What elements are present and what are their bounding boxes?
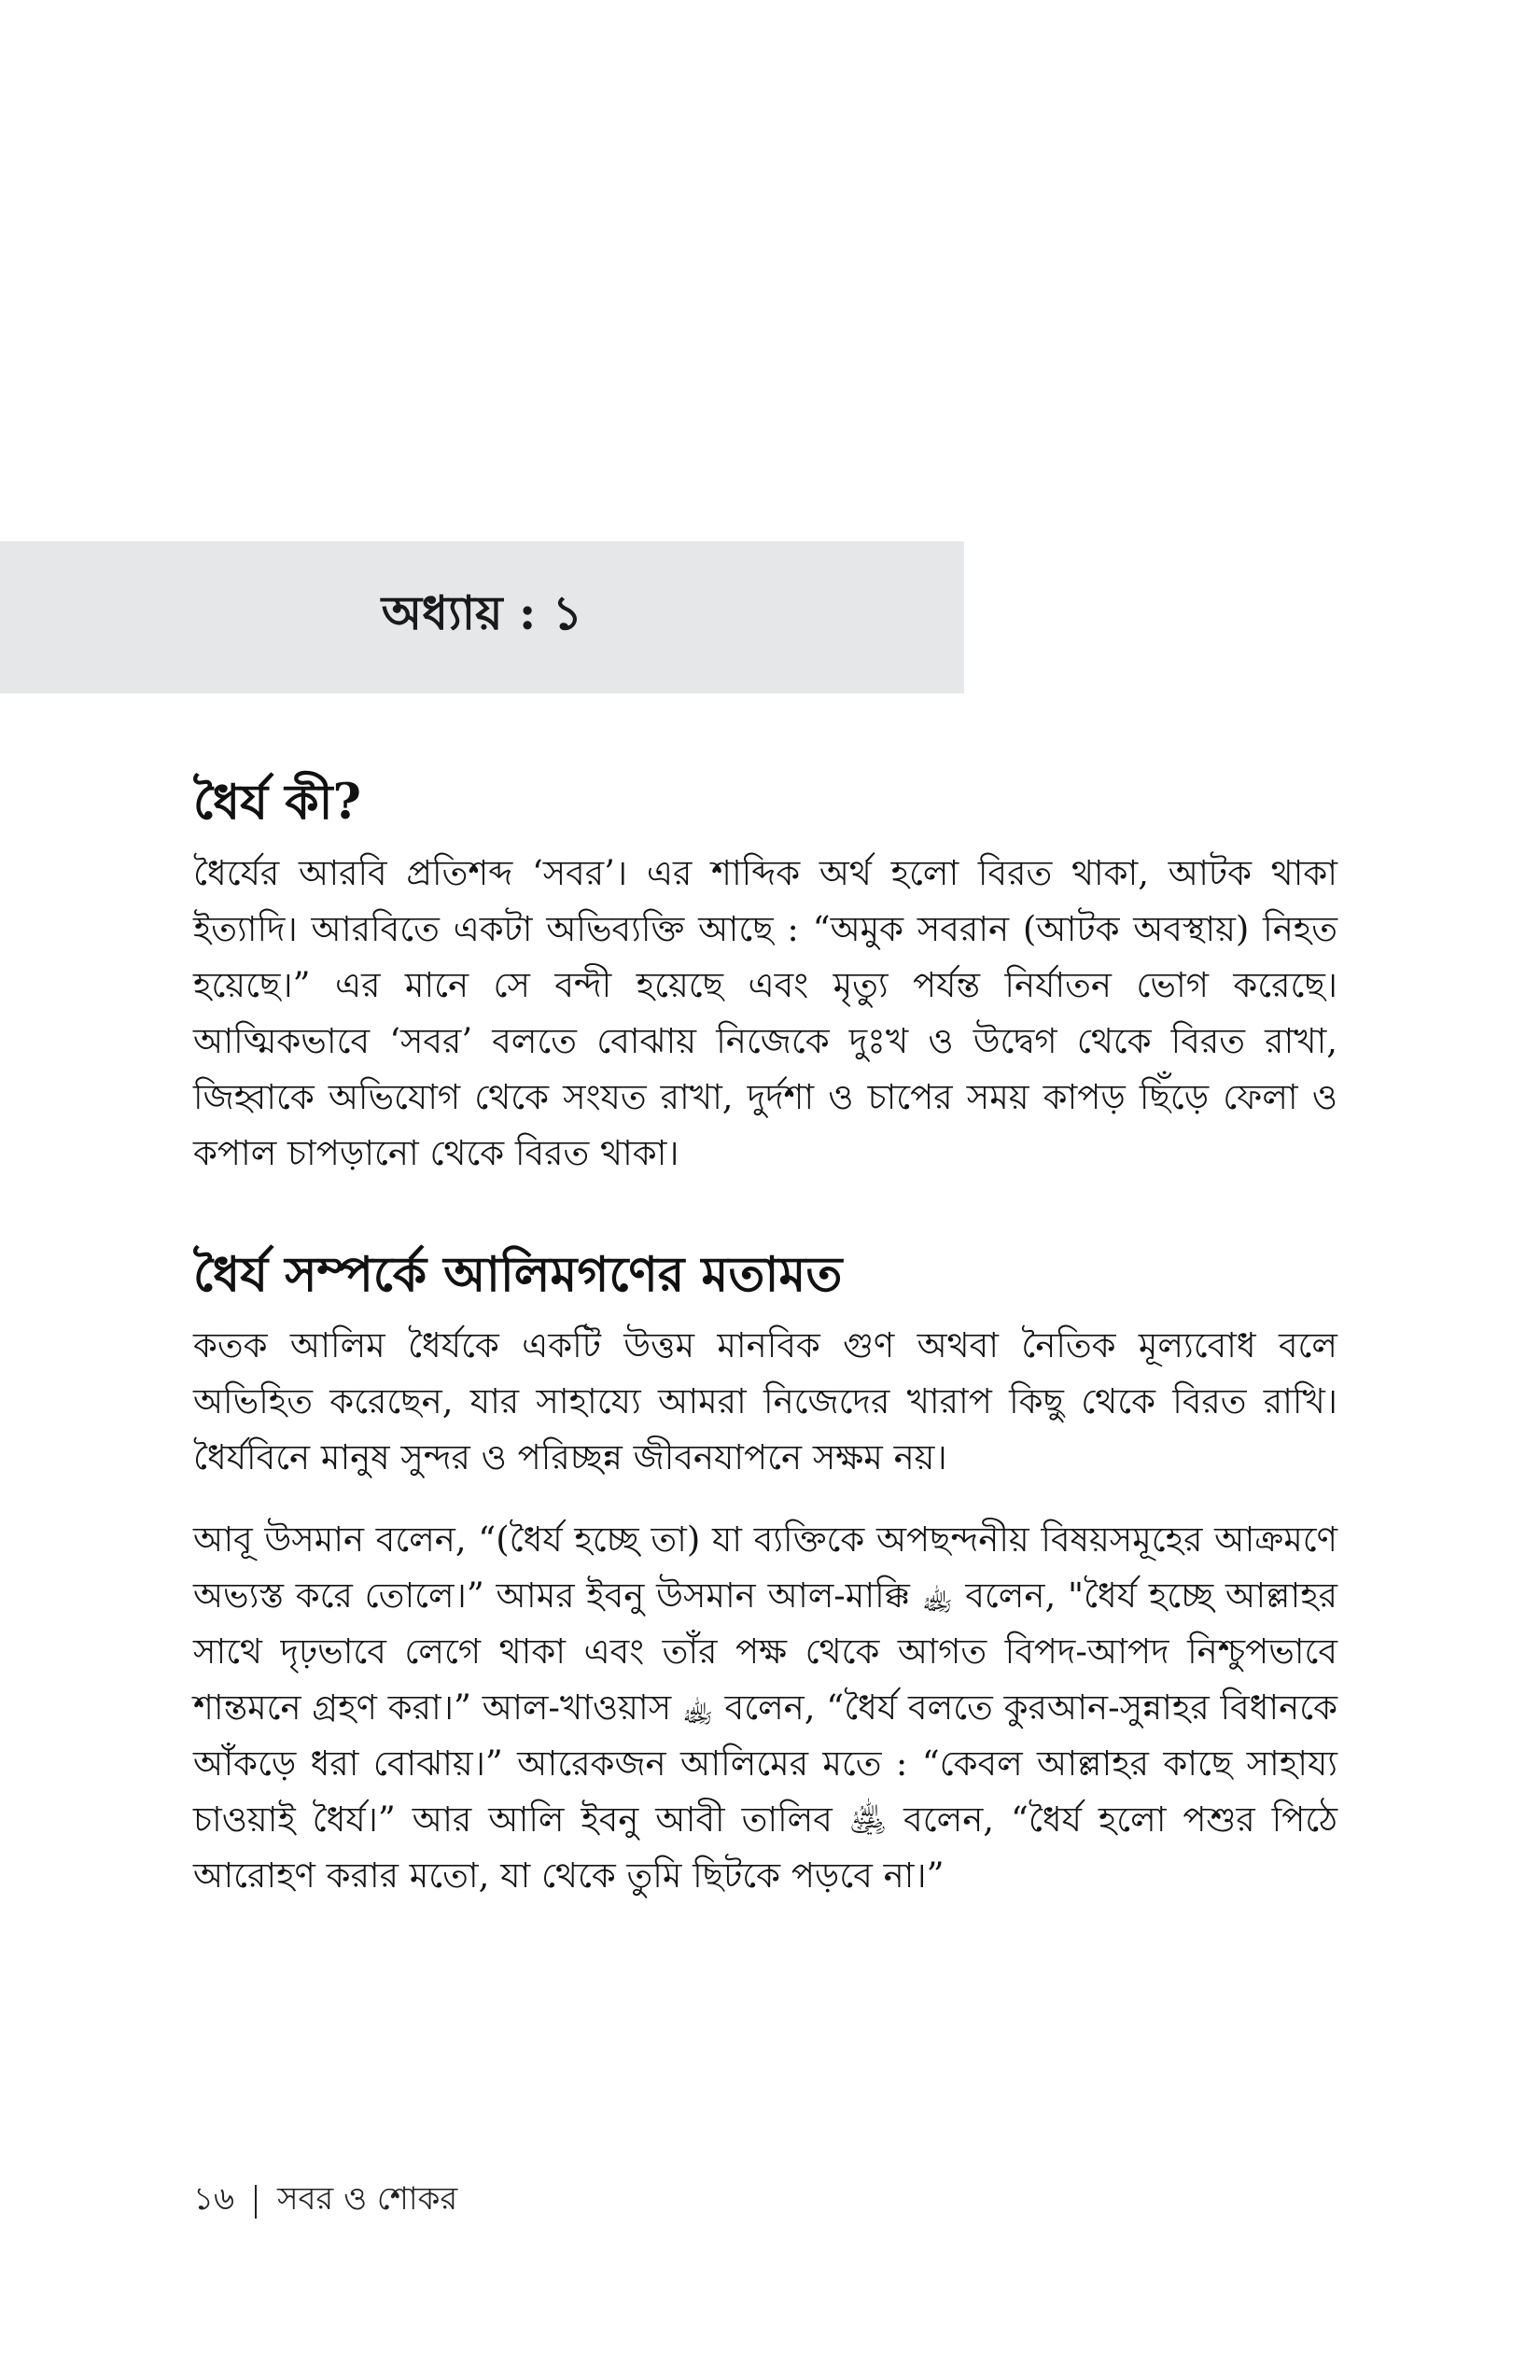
chapter-title: অধ্যায় : ১ [381, 585, 583, 640]
chapter-banner [0, 541, 964, 693]
page-footer [193, 2175, 457, 2228]
page-number: ১৬ [193, 2180, 235, 2218]
paragraph: ধৈর্যের আরবি প্রতিশব্দ ‘সবর’। এর শাব্দিক অর্থ হলো বিরত থাকা, আটক থাকা ইত্যাদি। আরবিতে একটা অভিব্যক্তি আছে : “অমুক সবরান (আটক অবস্থায়) নিহত হয়েছে।” এর মানে সে বন্দী হয়েছে এবং মৃত্যু পর্যন্ত নির্যাতন ভোগ করেছে। আত্মিকভাবে ‘সবর’ বলতে বোঝায় নিজেকে দুঃখ ও উদ্বেগ থেকে বিরত রাখা, জিহ্বাকে অভিযোগ থেকে সংযত রাখা, দুর্দশা ও চাপের সময় কাপড় ছিঁড়ে ফেলা ও কপাল চাপড়ানো থেকে বিরত থাকা। [193, 853, 1337, 1173]
footer-divider [255, 2185, 257, 2219]
paragraph: আবূ উসমান বলেন, “(ধৈর্য হচ্ছে তা) যা ব্যক্তিকে অপছন্দনীয় বিষয়সমূহের আক্রমণে অভ্যস্ত করে তোলে।” আমর ইবনু উসমান আল-মাক্কি ﵀ বলেন, "ধৈর্য হচ্ছে আল্লাহর সাথে দৃঢ়ভাবে লেগে থাকা এবং তাঁর পক্ষ থেকে আগত বিপদ-আপদ নিশ্চুপভাবে শান্তমনে গ্রহণ করা।” আল-খাওয়াস ﵀ বলেন, “ধৈর্য বলতে কুরআন-সুন্নাহর বিধানকে আঁকড়ে ধরা বোঝায়।” আরেকজন আলিমের মতে : “কেবল আল্লাহর কাছে সাহায্য চাওয়াই ধৈর্য।” আর আলি ইবনু আবী তালিব ﵁ বলেন, “ধৈর্য হলো পশুর পিঠে আরোহণ করার মতো, যা থেকে তুমি ছিটকে পড়বে না।” [193, 1519, 1337, 1896]
page-body [193, 765, 1337, 1904]
paragraph: কতক আলিম ধৈর্যকে একটি উত্তম মানবিক গুণ অথবা নৈতিক মূল্যবোধ বলে অভিহিত করেছেন, যার সাহায্যে আমরা নিজেদের খারাপ কিছু থেকে বিরত রাখি। ধৈর্যবিনে মানুষ সুন্দর ও পরিচ্ছন্ন জীবনযাপনে সক্ষম নয়। [193, 1325, 1337, 1477]
section-heading-scholars-opinions: ধৈর্য সম্পর্কে আলিমগণের মতামত [193, 1246, 843, 1303]
section-spacer [193, 1182, 1337, 1238]
running-title: সবর ও শোকর [277, 2180, 458, 2218]
paragraph-spacer [193, 1486, 1337, 1512]
section-heading-what-is-patience: ধৈর্য কী? [193, 774, 361, 831]
